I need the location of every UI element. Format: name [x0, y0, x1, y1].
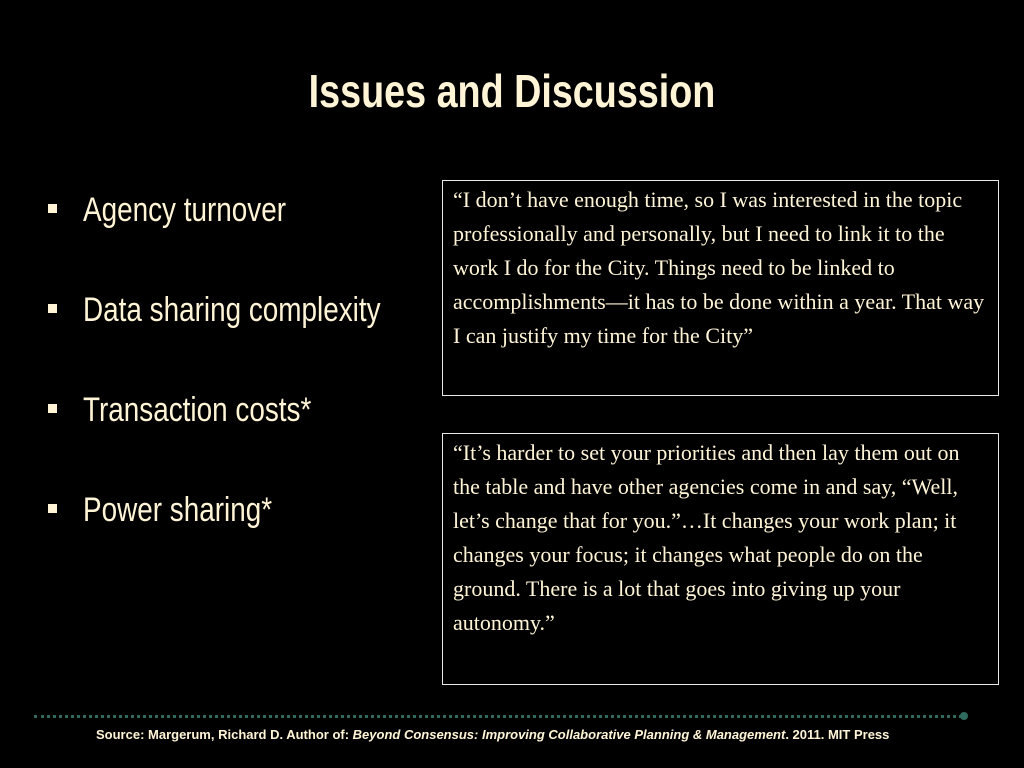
slide-title: Issues and Discussion: [308, 65, 716, 117]
bullet-list: [48, 190, 448, 590]
bullet-label: Data sharing complexity: [83, 291, 381, 329]
square-bullet-icon: [48, 504, 57, 513]
quote-box-time: [442, 180, 999, 396]
square-bullet-icon: [48, 404, 57, 413]
quote-text: “I don’t have enough time, so I was interested in the topic professionally and personally, but I need to link it to the work I do for the City. Things need to be linked to accomplishments—it has to be done within a year. That way I can justify my time for the City”: [453, 187, 985, 348]
square-bullet-icon: [48, 204, 57, 213]
source-prefix: Source: Margerum, Richard D. Author of:: [96, 727, 353, 742]
bullet-item-data-sharing-complexity: [48, 290, 448, 390]
divider-end-dot-icon: [960, 712, 968, 720]
square-bullet-icon: [48, 304, 57, 313]
bullet-label: Transaction costs*: [83, 391, 312, 429]
bullet-item-transaction-costs: [48, 390, 448, 490]
bullet-item-agency-turnover: [48, 190, 448, 290]
bullet-label: Agency turnover: [83, 191, 287, 229]
source-citation: [96, 726, 926, 744]
quote-box-autonomy: [442, 433, 999, 685]
bullet-item-power-sharing: [48, 490, 448, 590]
footer-divider: [34, 715, 962, 718]
source-suffix: . 2011. MIT Press: [785, 727, 890, 742]
quote-text: “It’s harder to set your priorities and then lay them out on the table and have other agencies come in and say, “Well, let’s change that for you.”…It changes your work plan; it changes your focus; it changes what people do on the ground. There is a lot that goes into giving up your autonomy.”: [453, 440, 960, 635]
book-title: Beyond Consensus: Improving Collaborative Planning & Management: [352, 727, 786, 742]
bullet-label: Power sharing*: [83, 491, 273, 529]
